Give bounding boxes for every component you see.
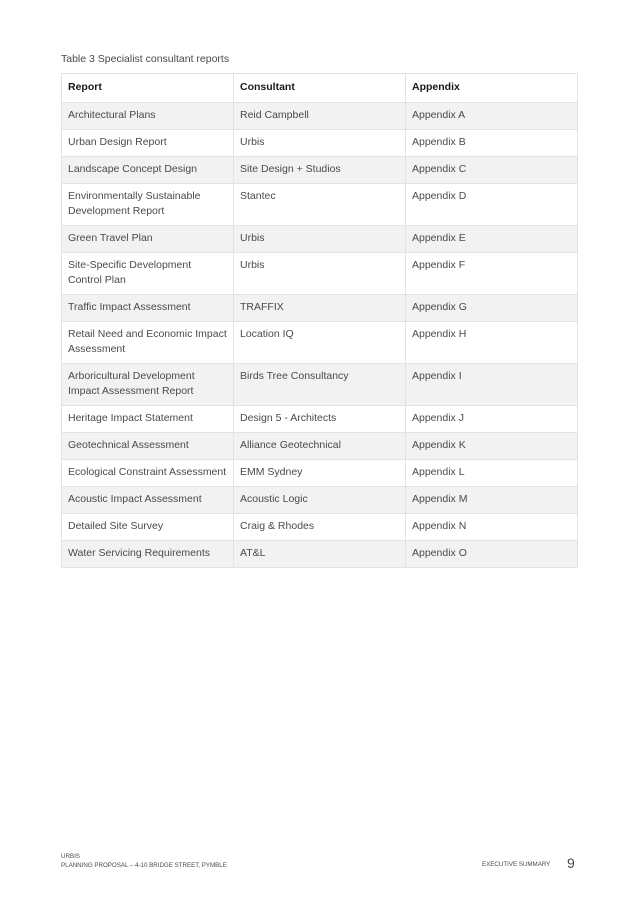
- table-row: [62, 541, 578, 568]
- cell-consultant: Stantec: [234, 184, 406, 226]
- table-caption: Table 3 Specialist consultant reports: [61, 53, 230, 65]
- cell-report: Heritage Impact Statement: [62, 406, 234, 433]
- header-report: Report: [62, 74, 234, 103]
- header-appendix: Appendix: [406, 74, 578, 103]
- cell-report: Architectural Plans: [62, 103, 234, 130]
- cell-consultant: Urbis: [234, 130, 406, 157]
- cell-appendix: Appendix F: [406, 253, 578, 295]
- table-row: [62, 226, 578, 253]
- cell-appendix: Appendix A: [406, 103, 578, 130]
- cell-consultant: Urbis: [234, 253, 406, 295]
- footer-document-info: [61, 852, 227, 870]
- cell-consultant: Location IQ: [234, 322, 406, 364]
- cell-appendix: Appendix I: [406, 364, 578, 406]
- cell-appendix: Appendix C: [406, 157, 578, 184]
- cell-report: Ecological Constraint Assessment: [62, 460, 234, 487]
- cell-consultant: Acoustic Logic: [234, 487, 406, 514]
- cell-report: Geotechnical Assessment: [62, 433, 234, 460]
- cell-report: Retail Need and Economic Impact Assessment: [62, 322, 234, 364]
- table-row: [62, 130, 578, 157]
- cell-appendix: Appendix K: [406, 433, 578, 460]
- table-row: [62, 460, 578, 487]
- table-row: [62, 433, 578, 460]
- table-row: [62, 364, 578, 406]
- cell-appendix: Appendix B: [406, 130, 578, 157]
- cell-report: Water Servicing Requirements: [62, 541, 234, 568]
- cell-report: Detailed Site Survey: [62, 514, 234, 541]
- cell-appendix: Appendix N: [406, 514, 578, 541]
- cell-appendix: Appendix J: [406, 406, 578, 433]
- footer-project: PLANNING PROPOSAL – 4-10 BRIDGE STREET, PYMBLE: [61, 862, 227, 869]
- cell-report: Arboricultural Development Impact Assessment Report: [62, 364, 234, 406]
- table-row: [62, 514, 578, 541]
- cell-appendix: Appendix L: [406, 460, 578, 487]
- cell-consultant: Craig & Rhodes: [234, 514, 406, 541]
- cell-report: Site-Specific Development Control Plan: [62, 253, 234, 295]
- cell-report: Landscape Concept Design: [62, 157, 234, 184]
- cell-consultant: Birds Tree Consultancy: [234, 364, 406, 406]
- table-header-row: [62, 74, 578, 103]
- cell-appendix: Appendix E: [406, 226, 578, 253]
- cell-appendix: Appendix O: [406, 541, 578, 568]
- cell-report: Green Travel Plan: [62, 226, 234, 253]
- cell-consultant: Reid Campbell: [234, 103, 406, 130]
- cell-appendix: Appendix G: [406, 295, 578, 322]
- cell-appendix: Appendix M: [406, 487, 578, 514]
- table-row: [62, 253, 578, 295]
- table-row: [62, 295, 578, 322]
- table-row: [62, 322, 578, 364]
- cell-consultant: AT&L: [234, 541, 406, 568]
- cell-consultant: Design 5 - Architects: [234, 406, 406, 433]
- table-row: [62, 103, 578, 130]
- cell-consultant: EMM Sydney: [234, 460, 406, 487]
- header-consultant: Consultant: [234, 74, 406, 103]
- table-row: [62, 157, 578, 184]
- page-number: 9: [567, 855, 575, 871]
- footer-company: URBIS: [61, 853, 80, 860]
- cell-consultant: Site Design + Studios: [234, 157, 406, 184]
- cell-consultant: Urbis: [234, 226, 406, 253]
- cell-report: Acoustic Impact Assessment: [62, 487, 234, 514]
- cell-appendix: Appendix H: [406, 322, 578, 364]
- cell-report: Environmentally Sustainable Development Report: [62, 184, 234, 226]
- consultant-reports-table: [61, 73, 578, 568]
- table-row: [62, 487, 578, 514]
- cell-report: Traffic Impact Assessment: [62, 295, 234, 322]
- cell-consultant: TRAFFIX: [234, 295, 406, 322]
- table-row: [62, 184, 578, 226]
- cell-report: Urban Design Report: [62, 130, 234, 157]
- table-row: [62, 406, 578, 433]
- cell-appendix: Appendix D: [406, 184, 578, 226]
- footer-section: EXECUTIVE SUMMARY: [482, 861, 551, 868]
- cell-consultant: Alliance Geotechnical: [234, 433, 406, 460]
